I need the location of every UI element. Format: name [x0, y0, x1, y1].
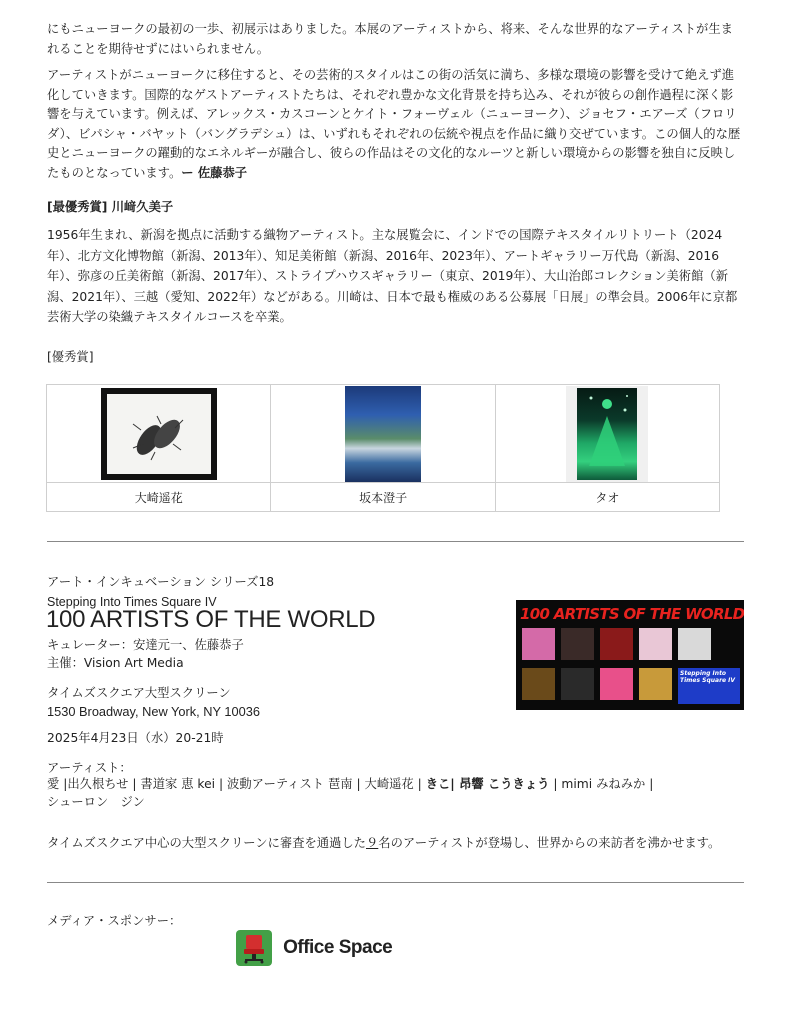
section-divider-1 [47, 541, 744, 542]
event-poster-image[interactable] [516, 600, 744, 710]
poster-tile-2 [561, 628, 594, 660]
sponsor-logo[interactable] [236, 930, 392, 966]
sponsor-label: メディア・スポンサー： [47, 914, 182, 928]
poster-tile-4 [639, 628, 672, 660]
intro-body: アーティストがニューヨークに移住すると、その芸術的スタイルはこの街の活気に満ち、多様な環境の影響を受けて絶えず進化していきます。国際的なゲストアーティストたちは、それぞれ豊かな文化背景を持ち込み、それが彼らの創作過程に深く影響を与えています。例えば、アレックス・カスコーンとケイト・フォーヴェル（ニューヨーク）、ジョセフ・エアーズ（フロリダ）、ビパシャ・バヤット（バングラデシュ）は、いずれもそれぞれの伝統や視点を作品に織り交ぜています。この個人的な歴史とニューヨークの躍動的なエネルギーが融合し、彼らの作品はその文化的なルーツと新しい環境からの影響を独自に反映したものとなっています。 [47, 68, 741, 180]
green-box-artwork-image[interactable] [566, 386, 648, 482]
section-divider-2 [47, 882, 744, 883]
intro-paragraph-2 [47, 66, 744, 183]
grand-prize-heading: [最優秀賞] 川﨑久美子 [47, 200, 174, 214]
intro-paragraph-1 [47, 20, 744, 59]
intro-text-2 [47, 66, 744, 183]
artists-list-line-1 [47, 775, 653, 793]
insect-drawing-image [107, 394, 211, 474]
grand-prize-bio-text: 1956年生まれ、新潟を拠点に活動する織物アーティスト。主な展覧会に、インドでの国際テキスタイルリトリート（2024年）、北方文化博物館（新潟、2013年）、知足美術館（新潟、2016年、2023年）、アートギャラリー万代島（新潟、2016年）、弥彦の丘美術館（新潟、2017年）、ストライプハウスギャラリー（東京、2019年）、大山治郎コレクション美術館（新潟、2021年）、三越（愛知、2022年）などがある。川崎は、日本で最も権威のある公募展「日展」の準会員。2006年に京都芸術大学の染織テキスタイルコースを卒業。 [47, 228, 738, 324]
poster-side-title: Stepping Into Times Square IV [680, 670, 736, 684]
artwork-row [47, 385, 720, 483]
series-label: アート・インキュベーション シリーズ18 [47, 575, 275, 589]
event-title: 100 ARTISTS OF THE WORLD [46, 606, 376, 633]
curator-line: キュレーター：安達元一、佐藤恭子 [47, 638, 244, 652]
author-signature: ー 佐藤恭子 [181, 165, 248, 180]
poster-tile-6 [522, 668, 555, 700]
poster-tile-5 [678, 628, 711, 660]
winner-name-3: タオ [495, 483, 719, 512]
artist-count: ９ [365, 836, 379, 850]
artists-list-line-2: シューロン ジン [47, 795, 145, 809]
winner-name-1: 大崎遥花 [47, 483, 271, 512]
venue-line: タイムズスクエア大型スクリーン [47, 686, 231, 700]
event-description [47, 834, 744, 852]
excellence-table [46, 384, 720, 512]
event-subtitle: Stepping Into Times Square IV [47, 595, 217, 609]
poster-tile-8 [600, 668, 633, 700]
artists-label: アーティスト： [47, 761, 132, 775]
address-line: 1530 Broadway, New York, NY 10036 [47, 704, 260, 719]
sponsor-name: Office Space [283, 937, 393, 958]
artists-list-bold: きこ| 昂響 こうきょう [425, 777, 550, 791]
artwork-cell-2 [271, 385, 495, 483]
artists-list-part-2: | mimi みねみか | [549, 777, 654, 791]
artwork-cell-3 [495, 385, 719, 483]
poster-tile-9 [639, 668, 672, 700]
organizer-line: 主催：Vision Art Media [47, 656, 184, 670]
excellence-heading: [優秀賞] [47, 350, 94, 364]
artist-name-row [47, 483, 720, 512]
intro-text-1: にもニューヨークの最初の一歩、初展示はありました。本展のアーティストから、将来、そんな世界的なアーティストが生まれることを期待せずにはいられません。 [47, 22, 733, 56]
landscape-painting-image[interactable] [345, 386, 421, 482]
poster-title: 100 ARTISTS OF THE WORLD [520, 605, 744, 623]
datetime-line: 2025年4月23日（水）20-21時 [47, 731, 224, 745]
grand-prize-bio [47, 225, 744, 328]
description-text-2: 名のアーティストが登場し、世界からの来訪者を沸かせます。 [378, 836, 721, 850]
framed-insect-drawing[interactable] [101, 388, 217, 480]
poster-tile-1 [522, 628, 555, 660]
office-chair-icon [236, 930, 272, 966]
description-text-1: タイムズスクエア中心の大型スクリーンに審査を通過した [47, 836, 366, 850]
poster-tile-3 [600, 628, 633, 660]
winner-name-2: 坂本澄子 [271, 483, 495, 512]
poster-tile-7 [561, 668, 594, 700]
poster-info-panel [678, 668, 740, 704]
artwork-cell-1 [47, 385, 271, 483]
artists-list-part-1: 愛 |出久根ちせ | 書道家 恵 kei | 波動アーティスト 琶南 | 大崎遥花 | [47, 777, 426, 791]
